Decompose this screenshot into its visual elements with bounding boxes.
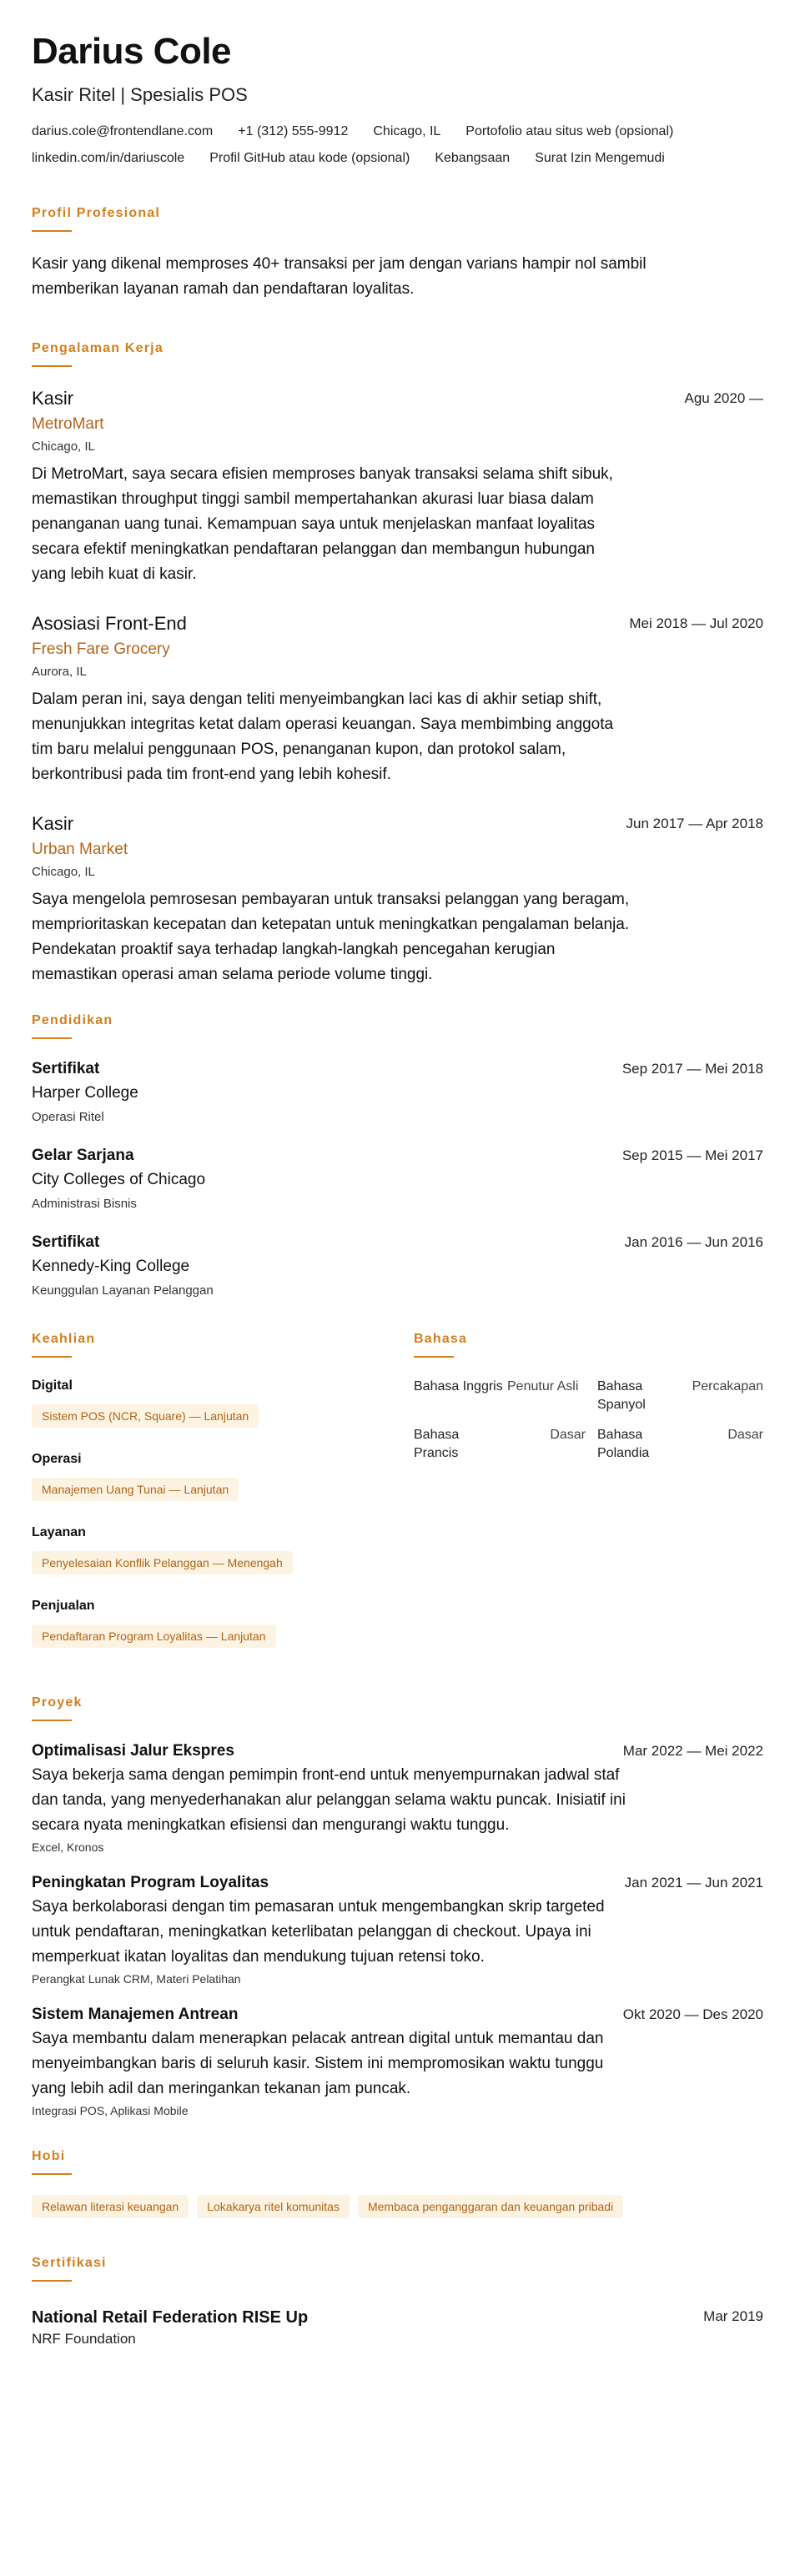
education-field: Operasi Ritel	[32, 1110, 104, 1124]
language-list	[414, 1378, 763, 1463]
job-location: Aurora, IL	[32, 665, 87, 679]
skills-languages-row	[32, 1331, 763, 1671]
certifications-section	[32, 2255, 763, 2348]
job-title: Kasir	[32, 813, 74, 834]
skill-category: Penjualan	[32, 1599, 95, 1613]
education-entry	[32, 1059, 763, 1126]
project-tools: Excel, Kronos	[32, 1840, 104, 1854]
projects-section	[32, 1695, 763, 2118]
certification-date: Mar 2019	[703, 2308, 763, 2324]
language-level: Penutur Asli	[507, 1379, 579, 1393]
education-school: Harper College	[32, 1084, 138, 1102]
education-entry	[32, 1233, 763, 1299]
skill-tag: Sistem POS (NCR, Square) — Lanjutan	[32, 1404, 259, 1428]
certification-org: NRF Foundation	[32, 2331, 136, 2347]
languages-section	[414, 1331, 763, 1671]
education-degree: Sertifikat	[32, 1060, 100, 1077]
skill-category: Operasi	[32, 1452, 82, 1466]
project-tools: Integrasi POS, Aplikasi Mobile	[32, 2104, 189, 2117]
language-name: Bahasa Inggris	[414, 1379, 503, 1393]
education-degree: Gelar Sarjana	[32, 1147, 134, 1164]
hobby-tag: Relawan literasi keuangan	[32, 2195, 189, 2218]
education-date: Sep 2017 — Mei 2018	[621, 1061, 763, 1077]
project-entry	[32, 1873, 763, 1986]
experience-section	[32, 340, 763, 987]
education-date: Sep 2015 — Mei 2017	[621, 1147, 763, 1163]
section-divider	[32, 365, 72, 367]
project-description: Saya membantu dalam menerapkan pelacak antrean digital untuk memantau dan menyeimbangkan baris di seluruh kasir. Sistem ini mempromosikan waktu tunggu yang lebih adil dan meringankan tekanan jam puncak.	[32, 2030, 604, 2097]
candidate-title: Kasir Ritel | Spesialis POS	[32, 84, 248, 105]
education-field: Administrasi Bisnis	[32, 1197, 137, 1211]
section-divider	[414, 1356, 454, 1358]
contact-list	[32, 123, 749, 167]
section-heading: Pengalaman Kerja	[32, 341, 164, 355]
project-title: Optimalisasi Jalur Ekspres	[32, 1742, 234, 1760]
education-field: Keunggulan Layanan Pelanggan	[32, 1283, 214, 1298]
contact-nationality: Kebangsaan	[435, 151, 511, 165]
resume-header	[32, 32, 763, 167]
hobbies-section	[32, 2148, 763, 2218]
contact-driving-license: Surat Izin Mengemudi	[535, 151, 665, 165]
education-school: City Colleges of Chicago	[32, 1171, 206, 1188]
job-date: Jun 2017 — Apr 2018	[626, 816, 763, 831]
section-heading: Pendidikan	[32, 1013, 113, 1027]
project-title: Peningkatan Program Loyalitas	[32, 1874, 269, 1891]
project-date: Jan 2021 — Jun 2021	[624, 1875, 763, 1891]
project-title: Sistem Manajemen Antrean	[32, 2006, 239, 2023]
profile-section	[32, 205, 763, 302]
skill-group	[32, 1524, 414, 1574]
skill-tag: Manajemen Uang Tunai — Lanjutan	[32, 1478, 239, 1501]
contact-email[interactable]: darius.cole@frontendlane.com	[32, 124, 214, 138]
skill-tag: Penyelesaian Konflik Pelanggan — Menengah	[32, 1551, 293, 1574]
language-level: Percakapan	[692, 1379, 763, 1393]
education-degree: Sertifikat	[32, 1233, 100, 1251]
job-company: Urban Market	[32, 841, 128, 858]
project-date: Mar 2022 — Mei 2022	[622, 1743, 763, 1759]
language-level: Dasar	[727, 1428, 763, 1442]
skill-group	[32, 1598, 414, 1648]
job-description: Dalam peran ini, saya dengan teliti menyeimbangkan laci kas di akhir setiap shift, menunjukkan integritas ketat dalam operasi keuangan. Saya membimbing anggota tim baru melalui penggunaan POS, penanganan kupon, dan protokol salam, berkontribusi pada tim front-end yang lebih kohesif.	[32, 690, 614, 783]
certification-title: National Retail Federation RISE Up	[32, 2308, 309, 2327]
job-description: Di MetroMart, saya secara efisien memproses banyak transaksi selama shift sibuk, memastikan throughput tinggi sambil mempertahankan akurasi luar biasa dalam penanganan uang tunai. Kemampuan saya untuk menjelaskan manfaat loyalitas secara efektif meningkatkan pendaftaran pelanggan dan membangun hubungan yang lebih kuat di kasir.	[32, 465, 613, 583]
job-entry	[32, 387, 763, 587]
contact-portfolio[interactable]: Portofolio atau situs web (opsional)	[465, 124, 674, 138]
skill-group	[32, 1378, 414, 1428]
job-title: Asosiasi Front-End	[32, 613, 187, 634]
section-heading: Keahlian	[32, 1332, 96, 1346]
candidate-name: Darius Cole	[32, 31, 232, 72]
job-location: Chicago, IL	[32, 865, 95, 879]
section-heading: Profil Profesional	[32, 206, 161, 220]
section-heading: Hobi	[32, 2149, 66, 2163]
education-entry	[32, 1146, 763, 1213]
profile-summary: Kasir yang dikenal memproses 40+ transaksi per jam dengan varians hampir nol sambil memberikan layanan ramah dan pendaftaran loyalitas.	[32, 255, 647, 298]
language-level: Dasar	[550, 1428, 586, 1442]
section-divider	[32, 230, 72, 232]
skill-category: Digital	[32, 1378, 73, 1393]
project-description: Saya bekerja sama dengan pemimpin front-end untuk menyempurnakan jadwal staf dan tanda, yang menyederhanakan alur pelanggan selama waktu puncak. Inisiatif ini secara nyata meningkatkan efisiensi dan mengurangi waktu tunggu.	[32, 1766, 626, 1834]
project-tools: Perangkat Lunak CRM, Materi Pelatihan	[32, 1972, 241, 1986]
skill-category: Layanan	[32, 1525, 86, 1539]
hobby-tag: Lokakarya ritel komunitas	[197, 2195, 350, 2218]
contact-linkedin[interactable]: linkedin.com/in/dariuscole	[32, 151, 185, 165]
job-description: Saya mengelola pemrosesan pembayaran untuk transaksi pelanggan yang beragam, memprioritaskan kecepatan dan ketepatan untuk meningkatkan pengalaman belanja. Pendekatan proaktif saya terhadap langkah-langkah pencegahan kerugian memastikan operasi aman selama periode volume tinggi.	[32, 891, 630, 983]
section-divider	[32, 1720, 72, 1721]
project-entry	[32, 2005, 763, 2118]
skill-group	[32, 1451, 414, 1501]
education-school: Kennedy-King College	[32, 1258, 190, 1275]
job-company: Fresh Fare Grocery	[32, 640, 170, 658]
hobby-tag: Membaca penganggaran dan keuangan pribadi	[358, 2195, 623, 2218]
project-description: Saya berkolaborasi dengan tim pemasaran untuk mengembangkan skrip targeted untuk pendaftaran, meningkatkan keterlibatan pelanggan di checkout. Upaya ini memperkuat ikatan loyalitas dan mendukung tujuan retensi toko.	[32, 1898, 605, 1966]
job-title: Kasir	[32, 388, 74, 409]
education-date: Jan 2016 — Jun 2016	[624, 1234, 763, 1250]
section-divider	[32, 2173, 72, 2175]
education-section	[32, 1012, 763, 1299]
job-entry	[32, 612, 763, 787]
language-name: Bahasa Prancis	[414, 1428, 460, 1460]
job-date: Mei 2018 — Jul 2020	[629, 615, 763, 631]
job-location: Chicago, IL	[32, 439, 95, 454]
language-name: Bahasa Spanyol	[597, 1379, 646, 1412]
language-name: Bahasa Polandia	[597, 1428, 650, 1460]
job-entry	[32, 812, 763, 987]
section-divider	[32, 1356, 72, 1358]
skill-tag: Pendaftaran Program Loyalitas — Lanjutan	[32, 1624, 276, 1648]
certification-entry	[32, 2307, 763, 2348]
job-date: Agu 2020 —	[684, 390, 763, 406]
skills-section	[32, 1331, 414, 1671]
contact-github[interactable]: Profil GitHub atau kode (opsional)	[209, 151, 410, 165]
contact-phone[interactable]: +1 (312) 555-9912	[238, 124, 349, 138]
project-entry	[32, 1741, 763, 1855]
hobby-list	[32, 2195, 763, 2218]
job-company: MetroMart	[32, 415, 104, 433]
section-heading: Proyek	[32, 1695, 83, 1710]
contact-location: Chicago, IL	[373, 124, 441, 138]
section-heading: Bahasa	[414, 1332, 468, 1346]
project-date: Okt 2020 — Des 2020	[622, 2006, 763, 2022]
section-divider	[32, 2280, 72, 2282]
section-heading: Sertifikasi	[32, 2256, 107, 2270]
section-divider	[32, 1037, 72, 1039]
